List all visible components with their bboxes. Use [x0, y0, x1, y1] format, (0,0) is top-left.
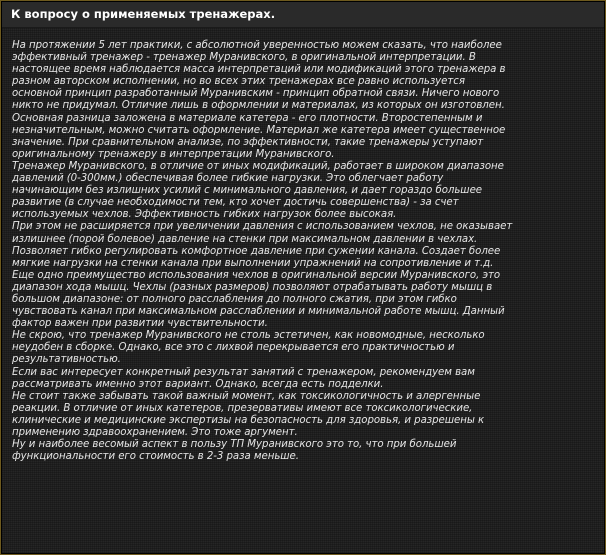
article-line: На протяжении 5 лет практики, с абсолютной уверенностью можем сказать, что наиболее	[12, 40, 502, 51]
article-line: применению здравоохранением. Это тоже аргумент.	[12, 427, 298, 438]
article-line: Еще одно преимущество использования чехлов в оригинальной версии Муранивского, это	[12, 269, 501, 281]
article-line: Основная разница заложена в материале катетера - его плотности. Второстепенным и	[12, 112, 483, 124]
article-line: основной принцип разработанный Муранивским - принцип обратной связи. Ничего нового	[12, 88, 500, 100]
article-line: неудобен в сборке. Однако, все это с лихвой перекрывается его практичностью и	[12, 342, 455, 354]
article-line: диапазон хода мышц. Чехлы (разных размеров) позволяют отрабатывать работу мышц в	[12, 281, 493, 293]
article-line: Ну и наиболее весомый аспект в пользу ТП Муранивского это то, что при большей	[12, 439, 457, 451]
article-line: функциональности его стоимость в 2-3 раза меньше.	[12, 451, 299, 463]
article-line: большом диапазоне: от полного расслабления до полного сжатия, при этом гибко	[12, 293, 457, 305]
article-line: оригинальному тренажеру в интерпретации Муранивского.	[12, 148, 335, 160]
article-line: никто не придумал. Отличие лишь в оформлении и материалах, из которых он изготовлен.	[12, 100, 505, 112]
article-line: реакции. В отличие от иных катетеров, презервативы имеют все токсикологические,	[12, 402, 473, 414]
article-line: Тренажер Муранивского, в отличие от иных модификаций, работает в широком диапазоне	[12, 160, 504, 172]
article-line: эффективный тренажер - тренажер Муранивского, в оригинальной интерпретации. В	[12, 52, 476, 64]
article-line: незначительным, можно считать оформление. Материал же катетера имеет существенное	[12, 124, 506, 136]
article-line: излишнее (порой болевое) давление на стенки при максимальном давлении в чехлах.	[12, 233, 478, 245]
article-line: начинающим без излишних усилий с минимального давления, и дает гораздо большее	[12, 185, 482, 197]
article-body	[2, 28, 604, 553]
article-line: мягкие нагрузки на стенки канала при выполнении упражнений на сопротивление и т.д.	[12, 257, 494, 269]
article-line: клинические и медицинские экспертизы на безопасность для здоровья, и разрешены к	[12, 414, 485, 426]
article-line: Не стоит также забывать такой важный момент, как токсикологичность и алергенные	[12, 390, 481, 402]
article-line: При этом не расширяется при увеличении давления с использованием чехлов, не оказывает	[12, 221, 513, 233]
article-line: рассматривать именно этот вариант. Однако, всегда есть подделки.	[12, 378, 384, 390]
article-line: разном авторском исполнении, но во всех этих тренажерах все равно используется	[12, 76, 465, 88]
article-line: используемых чехлов. Эффективность гибких нагрузок более высокая.	[12, 209, 397, 221]
article-title: К вопросу о применяемых тренажерах.	[11, 7, 276, 21]
article-line: Если вас интересует конкретный результат занятий с тренажером, рекомендуем вам	[12, 366, 475, 378]
article-line: Не скрою, что тренажер Муранивского не столь эстетичен, как новомодные, несколько	[12, 330, 485, 342]
article-line: настоящее время наблюдается масса интерпретаций или модификаций этого тренажера в	[12, 64, 506, 76]
article-line: результативностью.	[12, 354, 121, 366]
article-line: значение. При сравнительном анализе, по эффективности, такие тренажеры уступают	[12, 136, 484, 148]
article-text	[12, 40, 598, 463]
article-line: фактор важен при развитии чувствительности.	[12, 318, 268, 330]
article-line: развитие (в случае необходимости тем, кто хочет достичь совершенства) - за счет	[12, 197, 459, 209]
article-line: Позволяет гибко регулировать комфортное давление при сужении канала. Создает более	[12, 245, 501, 257]
article-line: давлений (0-300мм.) обеспечивая более гибкие нагрузки. Это облегчает работу	[12, 173, 444, 185]
title-bar	[2, 2, 604, 28]
article-line: чувствовать канал при максимальном расслаблении и минимальной работе мышц. Данный	[12, 306, 505, 318]
